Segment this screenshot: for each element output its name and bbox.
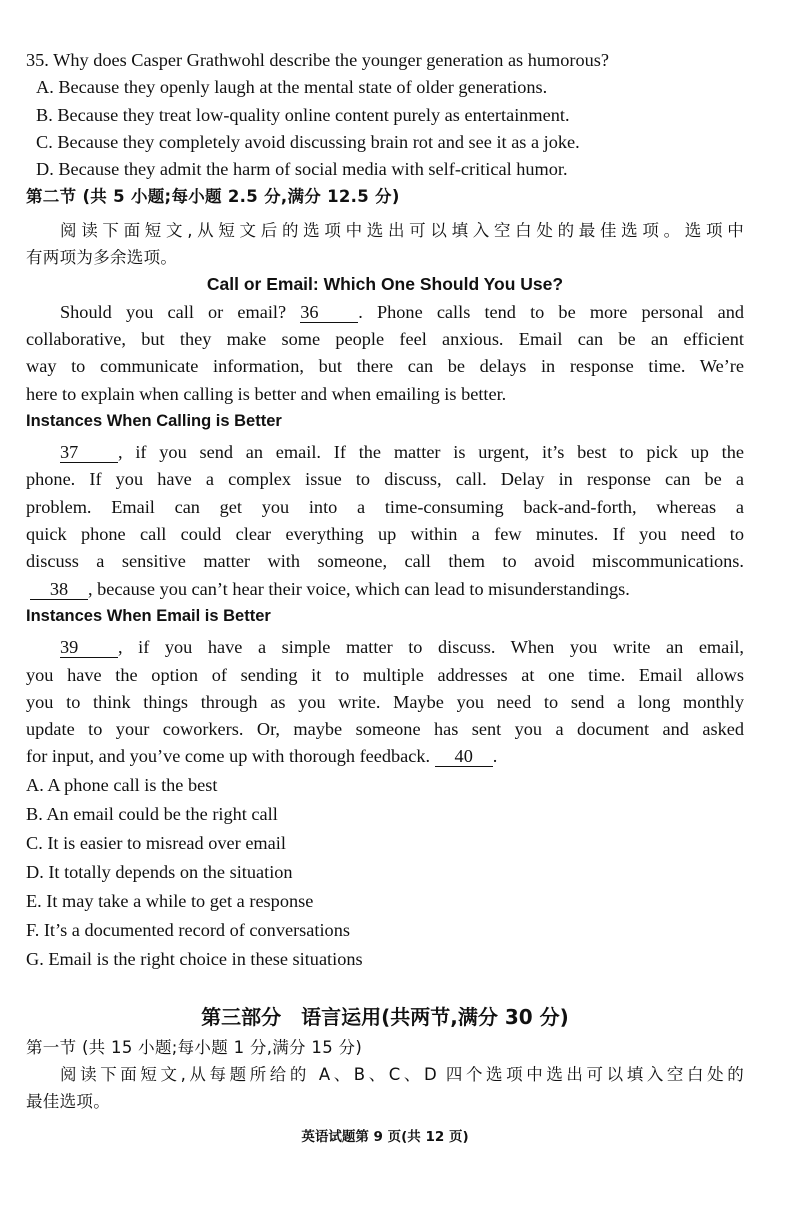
- passage-line: [26, 689, 744, 716]
- section2-instructions-line: 有两项为多余选项。: [26, 248, 178, 268]
- passage-line: [26, 326, 744, 353]
- choice-option: D. It totally depends on the situation: [26, 861, 293, 882]
- passage-line: [26, 381, 744, 408]
- passage-text: , if you send an email. If the matter is urgent, it’s best to pick up the: [118, 442, 744, 463]
- subheading-email: Instances When Email is Better: [26, 606, 271, 625]
- passage-text: , if you have a simple matter to discuss. When you write an email,: [118, 637, 744, 658]
- choice-option: A. A phone call is the best: [26, 774, 218, 795]
- passage-text: here to explain when calling is better and when emailing is better.: [26, 383, 507, 404]
- passage-text: Should you call or email?: [60, 301, 301, 322]
- passage-title: Call or Email: Which One Should You Use?: [206, 274, 564, 295]
- passage-line: [26, 576, 744, 603]
- passage-line: [26, 548, 744, 575]
- passage-line: [26, 353, 744, 380]
- passage-line: [26, 634, 744, 661]
- passage-line: [26, 494, 744, 521]
- subheading-calling: Instances When Calling is Better: [26, 411, 282, 430]
- passage-text: you have the option of sending it to multiple addresses at one time. Email allows: [26, 664, 744, 685]
- passage-line: [26, 439, 744, 466]
- answer-blank: 39: [60, 637, 118, 658]
- passage-paragraph-2: [26, 439, 744, 603]
- passage-line: [26, 521, 744, 548]
- section2-instructions-line: 阅读下面短文,从短文后的选项中选出可以填入空白处的最佳选项。选项中: [60, 220, 744, 240]
- q35-option-c: C. Because they completely avoid discussing brain rot and see it as a joke.: [36, 131, 580, 152]
- passage-paragraph-3: [26, 634, 744, 770]
- answer-blank: 38: [30, 579, 88, 600]
- part3-section1-heading: 第一节 (共 15 小题;每小题 1 分,满分 15 分): [26, 1037, 363, 1057]
- passage-line: [26, 299, 744, 326]
- part3-instructions-line: 最佳选项。: [26, 1092, 110, 1112]
- answer-blank: 40: [435, 746, 493, 767]
- passage-text: collaborative, but they make some people feel anxious. Email can be an efficient: [26, 328, 744, 349]
- passage-text: , because you can’t hear their voice, which can lead to misunderstandings.: [88, 578, 630, 599]
- passage-line: [26, 466, 744, 493]
- choice-option: G. Email is the right choice in these situations: [26, 948, 363, 969]
- passage-text: way to communicate information, but there can be delays in response time. We’re: [26, 356, 744, 377]
- q35-option-a: A. Because they openly laugh at the mental state of older generations.: [36, 77, 548, 98]
- choice-option: F. It’s a documented record of conversations: [26, 919, 350, 940]
- q35-option-d: D. Because they admit the harm of social media with self-critical humor.: [36, 159, 568, 180]
- answer-choices: [26, 771, 744, 974]
- passage-text: phone. If you have a complex issue to discuss, call. Delay in response can be a: [26, 469, 744, 490]
- passage-text: for input, and you’ve come up with thorough feedback.: [26, 746, 435, 767]
- q35-option-b: B. Because they treat low-quality online content purely as entertainment.: [36, 104, 570, 125]
- part3-instructions-line: 阅读下面短文,从每题所给的 A、B、C、D 四个选项中选出可以填入空白处的: [60, 1065, 744, 1085]
- section2-heading: 第二节 (共 5 小题;每小题 2.5 分,满分 12.5 分): [26, 187, 400, 207]
- passage-text: quick phone call could clear everything up within a few minutes. If you need to: [26, 524, 744, 545]
- exam-page: [26, 47, 744, 1151]
- passage-text: .: [492, 746, 498, 767]
- passage-line: [26, 662, 744, 689]
- passage-text: problem. Email can get you into a time-consuming back-and-forth, whereas a: [26, 496, 744, 517]
- part3-heading: 第三部分 语言运用(共两节,满分 30 分): [201, 1004, 569, 1029]
- answer-blank: 37: [60, 442, 118, 463]
- passage-text: you to think things through as you write. Maybe you need to send a long monthly: [26, 691, 744, 712]
- passage-text: discuss a sensitive matter with someone, call them to avoid miscommunications.: [26, 551, 744, 572]
- choice-option: C. It is easier to misread over email: [26, 832, 286, 853]
- answer-blank: 36: [300, 302, 358, 323]
- passage-text: . Phone calls tend to be more personal and: [358, 301, 744, 322]
- passage-paragraph-1: [26, 299, 744, 408]
- question-35: 35. Why does Casper Grathwohl describe the younger generation as humorous?: [26, 50, 609, 70]
- passage-text: update to your coworkers. Or, maybe someone has sent you a document and asked: [26, 719, 744, 740]
- passage-line: [26, 743, 744, 770]
- passage-line: [26, 716, 744, 743]
- choice-option: B. An email could be the right call: [26, 803, 278, 824]
- page-footer: 英语试题第 9 页(共 12 页): [301, 1128, 469, 1145]
- choice-option: E. It may take a while to get a response: [26, 890, 314, 911]
